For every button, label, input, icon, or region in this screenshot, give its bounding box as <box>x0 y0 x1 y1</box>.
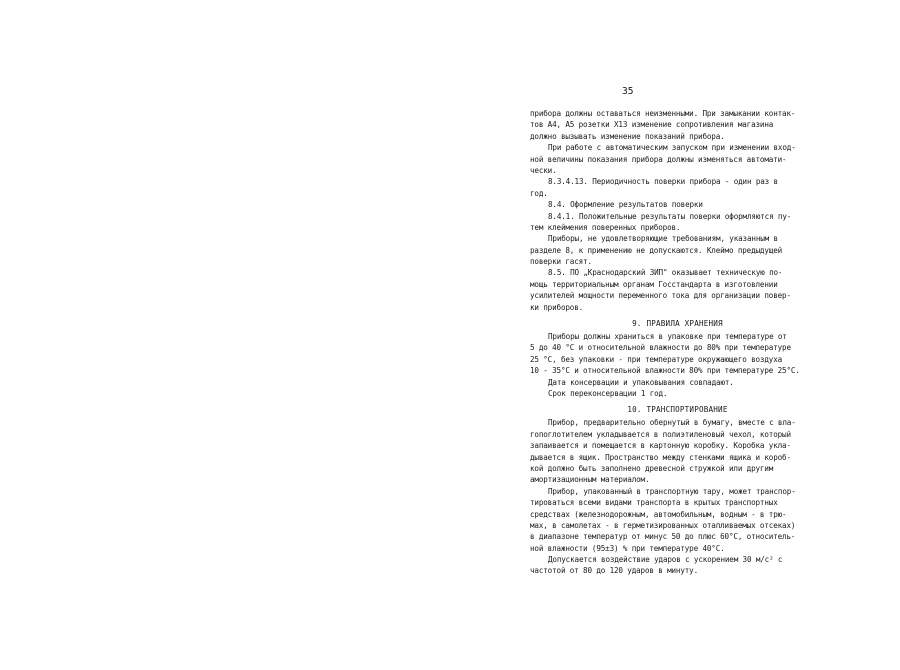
text-line: амортизационным материалом. <box>530 475 650 485</box>
text-line: тем клеймения поверенных приборов. <box>530 222 681 232</box>
text-line: Прибор, предварительно обернутый в бумагу, вместе с вла- <box>548 418 796 428</box>
text-line: Дата консервации и упаковывания совпадают. <box>548 377 734 387</box>
text-line: поверки гасят. <box>530 257 592 267</box>
text-line: 10 - 35°С и относительной влажности 80% при температуре 25°С. <box>530 366 800 376</box>
text-line: 8.4. Оформление результатов поверки <box>548 200 703 210</box>
text-line: тироваться всеми видами транспорта в крытых транспортных <box>530 498 778 508</box>
text-line: запаивается и помещается в картонную коробку. Коробка укла- <box>530 441 791 451</box>
text-line: год. <box>530 188 548 198</box>
text-line: кой должно быть заполнено древесной стружкой или другим <box>530 463 774 473</box>
text-line: усилителей мощности переменного тока для организации повер- <box>530 291 791 301</box>
text-line: тов А4, А5 розетки Х13 изменение сопротивления магазина <box>530 120 774 130</box>
text-line: 8.5. ПО „Краснодарский ЗИП" оказывает техническую по- <box>548 268 783 278</box>
text-line: разделе 8, к применению не допускаются. Клеймо предыдущей <box>530 245 783 255</box>
text-line: 25 °С, без упаковки - при температуре окружающего воздуха <box>530 354 783 364</box>
text-line: Приборы, не удовлетворяющие требованиям, указанным в <box>548 234 778 244</box>
text-line: Приборы должны храниться в упаковке при температуре от <box>548 332 787 342</box>
text-line: частотой от 80 до 120 ударов в минуту. <box>530 566 699 576</box>
text-line: При работе с автоматическим запуском при изменении вход- <box>548 143 796 153</box>
document-text <box>530 108 825 577</box>
text-line: в диапазоне температур от минус 50 до плюс 60°С, относитель- <box>530 532 796 542</box>
text-line: должно вызывать изменение показаний прибора. <box>530 131 725 141</box>
text-line: средствах (железнодорожным, автомобильным, водным - в трю- <box>530 509 787 519</box>
text-line: дывается в ящик. Пространство между стенками ящика и короб- <box>530 452 791 462</box>
text-line: мах, в самолетах - в герметизированных отапливаемых отсеках) <box>530 520 796 530</box>
text-line: ной величины показания прибора должны изменяться автомати- <box>530 154 787 164</box>
text-line: 5 до 40 °С и относительной влажности до 80% при температуре <box>530 343 791 353</box>
text-line: чески. <box>530 165 557 175</box>
text-line: мощь территориальным органам Госстандарта в изготовлении <box>530 279 778 289</box>
text-line: гопоглотителем укладывается в полиэтиленовый чехол, который <box>530 429 791 439</box>
section-heading: 10. ТРАНСПОРТИРОВАНИЕ <box>627 405 728 415</box>
text-line: прибора должны оставаться неизменными. При замыкании контак- <box>530 109 796 118</box>
page-number: 35 <box>622 86 634 97</box>
text-line: Прибор, упакованный в транспортную тару, может транспор- <box>548 486 796 496</box>
text-line: Срок переконсервации 1 год. <box>548 388 668 398</box>
text-line: 8.3.4.13. Периодичность поверки прибора - один раз в <box>548 177 778 187</box>
section-heading: 9. ПРАВИЛА ХРАНЕНИЯ <box>632 319 723 329</box>
text-line: 8.4.1. Положительные результаты поверки оформляются пу- <box>548 211 792 221</box>
text-line: Допускается воздействие ударов с ускорением 30 м/с² с <box>548 555 783 565</box>
text-line: ной влажности (95±3) % при температуре 40°С. <box>530 543 725 553</box>
text-line: ки приборов. <box>530 302 584 312</box>
